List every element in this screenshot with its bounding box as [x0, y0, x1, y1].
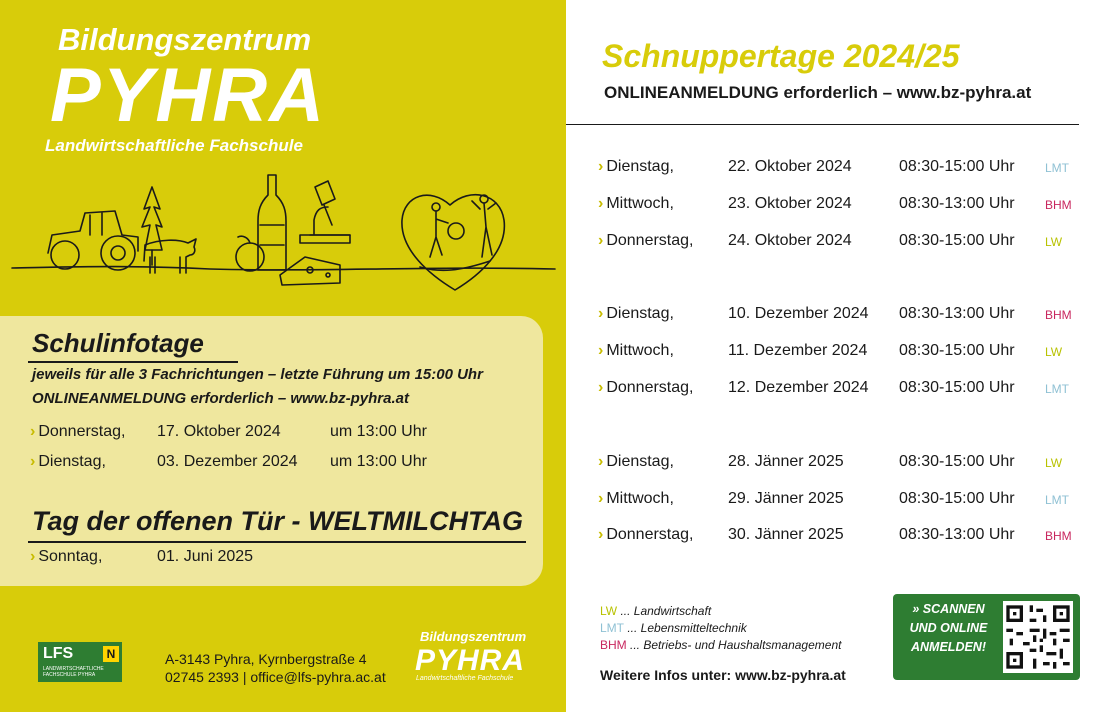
info-note: jeweils für alle 3 Fachrichtungen – letzte Führung um 15:00 Uhr [32, 366, 483, 383]
chevron-right-icon: › [598, 379, 604, 396]
footer-contact: 02745 2393 | office@lfs-pyhra.ac.at [165, 669, 386, 685]
footer-address-block [165, 650, 386, 686]
schedule-date: 30. Jänner 2025 [728, 526, 844, 543]
schedule-row [598, 305, 1078, 329]
qr-code-icon[interactable] [1003, 601, 1073, 673]
schedule-date: 29. Jänner 2025 [728, 490, 844, 507]
schedule-day: Mittwoch, [606, 342, 674, 359]
chevron-right-icon: › [30, 548, 36, 565]
schedule-day: Donnerstag, [606, 526, 694, 543]
info-time: um 13:00 Uhr [330, 453, 427, 470]
schedule-day: Mittwoch, [606, 195, 674, 212]
brand-subtitle: Landwirtschaftliche Fachschule [45, 136, 303, 155]
line-art-illustration [10, 165, 560, 315]
schedule-time: 08:30-15:00 Uhr [899, 232, 1015, 249]
food-icon [236, 175, 340, 285]
schedule-time: 08:30-15:00 Uhr [899, 453, 1015, 470]
brand-logo-title: PYHRA [50, 53, 327, 138]
schedule-time: 08:30-15:00 Uhr [899, 379, 1015, 396]
legend-abbr: BHM [600, 638, 627, 652]
schedule-row [598, 526, 1078, 550]
schedule-row [598, 342, 1078, 366]
info-row [30, 423, 427, 441]
open-day-heading: Tag der offenen Tür - WELTMILCHTAG [32, 506, 523, 536]
legend-item [600, 638, 841, 652]
heading-underline [28, 361, 238, 363]
schedule-day: Dienstag, [606, 305, 674, 322]
legend-text: ... Lebensmitteltechnik [624, 621, 747, 635]
schedule-time: 08:30-15:00 Uhr [899, 342, 1015, 359]
lfs-logo-text: LFS [43, 645, 74, 662]
schedule-day: Dienstag, [606, 453, 674, 470]
chevron-right-icon: › [598, 526, 604, 543]
schedule-time: 08:30-13:00 Uhr [899, 526, 1015, 543]
schedule-tag: BHM [1045, 308, 1072, 322]
schedule-row [598, 195, 1078, 219]
chevron-right-icon: › [598, 232, 604, 249]
chevron-right-icon: › [30, 423, 36, 440]
chevron-right-icon: › [30, 453, 36, 470]
legend-item [600, 604, 711, 618]
schnuppertage-title: Schnuppertage 2024/25 [602, 38, 960, 74]
footer-brand-logo: PYHRA [415, 644, 526, 677]
legend-abbr: LW [600, 604, 618, 618]
schedule-date: 23. Oktober 2024 [728, 195, 852, 212]
title-divider [566, 124, 1079, 125]
info-day: Donnerstag, [38, 423, 126, 440]
lfs-logo-subtext: LANDWIRTSCHAFTLICHE FACHSCHULE PYHRA [43, 666, 104, 678]
schedule-row [598, 379, 1078, 403]
schedule-day: Dienstag, [606, 158, 674, 175]
footer-address: A-3143 Pyhra, Kyrnbergstraße 4 [165, 651, 367, 667]
microscope-icon [300, 181, 350, 243]
legend-item [600, 621, 747, 635]
schedule-date: 22. Oktober 2024 [728, 158, 852, 175]
heart-hands-icon [402, 195, 504, 290]
schedule-tag: LMT [1045, 493, 1069, 507]
lfs-logo [38, 642, 122, 682]
chevron-right-icon: › [598, 305, 604, 322]
schedule-time: 08:30-15:00 Uhr [899, 158, 1015, 175]
schedule-day: Donnerstag, [606, 379, 694, 396]
schedule-date: 28. Jänner 2025 [728, 453, 844, 470]
chevron-right-icon: › [598, 342, 604, 359]
schedule-row [598, 490, 1078, 514]
info-registration-note: ONLINEANMELDUNG erforderlich – www.bz-pyhra.at [32, 390, 409, 407]
qr-box[interactable] [893, 594, 1080, 680]
schedule-tag: LMT [1045, 161, 1069, 175]
schedule-time: 08:30-13:00 Uhr [899, 195, 1015, 212]
more-info-link[interactable]: Weitere Infos unter: www.bz-pyhra.at [600, 667, 846, 683]
footer-brand-sub: Landwirtschaftliche Fachschule [416, 675, 514, 682]
info-date: 03. Dezember 2024 [157, 453, 298, 470]
qr-call-to-action: » SCANNEN UND ONLINE ANMELDEN! [909, 602, 988, 654]
schedule-day: Donnerstag, [606, 232, 694, 249]
schedule-date: 10. Dezember 2024 [728, 305, 869, 322]
chevron-right-icon: › [598, 490, 604, 507]
legend-abbr: LMT [600, 621, 624, 635]
info-date: 17. Oktober 2024 [157, 423, 281, 440]
chevron-right-icon: › [598, 453, 604, 470]
schedule-tag: LW [1045, 456, 1063, 470]
open-day-day: Sonntag, [38, 548, 103, 565]
schedule-time: 08:30-15:00 Uhr [899, 490, 1015, 507]
schedule-time: 08:30-13:00 Uhr [899, 305, 1015, 322]
info-time: um 13:00 Uhr [330, 423, 427, 440]
chevron-right-icon: › [598, 195, 604, 212]
schedule-tag: LW [1045, 235, 1063, 249]
schedule-row [598, 232, 1078, 256]
brand-top-text: Bildungszentrum [58, 22, 312, 57]
schedule-row [598, 453, 1078, 477]
open-day-date: 01. Juni 2025 [157, 548, 254, 565]
schedule-date: 24. Oktober 2024 [728, 232, 852, 249]
schedule-tag: LMT [1045, 382, 1069, 396]
legend-text: ... Landwirtschaft [617, 604, 712, 618]
schedule-tag: BHM [1045, 529, 1072, 543]
tractor-icon [48, 211, 138, 270]
schedule-date: 11. Dezember 2024 [728, 342, 868, 359]
schedule-date: 12. Dezember 2024 [728, 379, 869, 396]
schulinfotage-heading: Schulinfotage [32, 328, 204, 358]
heading-underline [28, 541, 526, 543]
schedule-row [598, 158, 1078, 182]
legend-text: ... Betriebs- und Haushaltsmanagement [626, 638, 842, 652]
chevron-right-icon: › [598, 158, 604, 175]
schnuppertage-subtitle: ONLINEANMELDUNG erforderlich – www.bz-pyhra.at [604, 83, 1032, 102]
schedule-tag: BHM [1045, 198, 1072, 212]
schedule-day: Mittwoch, [606, 490, 674, 507]
noe-logo-icon: N [103, 646, 119, 662]
schedule-tag: LW [1045, 345, 1063, 359]
open-day-row [30, 548, 254, 566]
info-day: Dienstag, [38, 453, 106, 470]
info-row [30, 453, 427, 471]
footer-brand-top: Bildungszentrum [420, 629, 527, 644]
